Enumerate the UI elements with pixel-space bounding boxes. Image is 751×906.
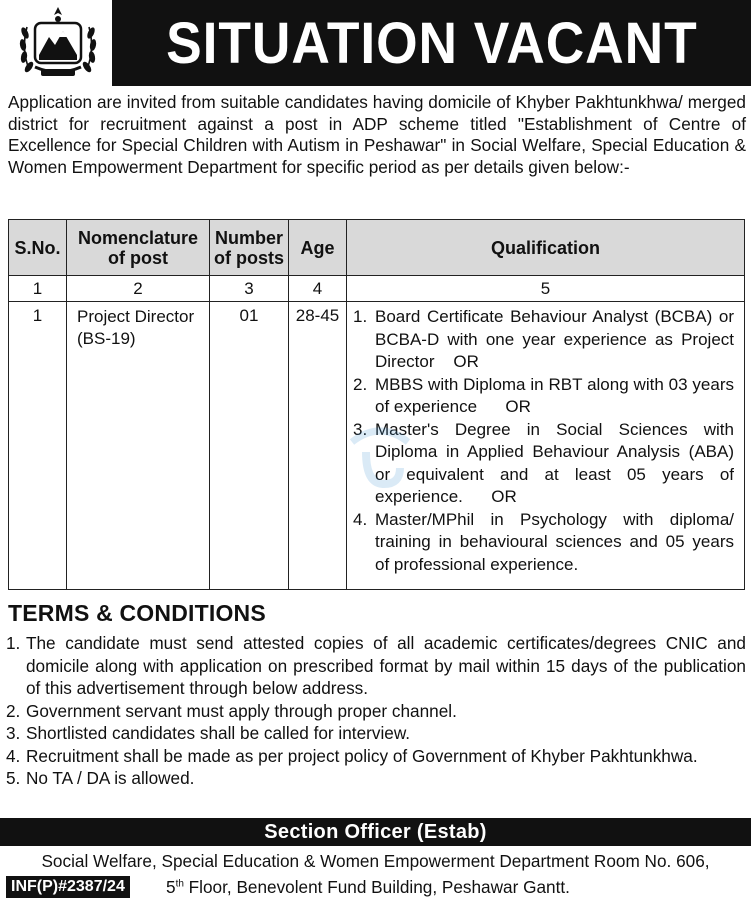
header-nomenclature-line1: Nomenclature <box>77 227 199 248</box>
header-number-of-posts <box>210 220 289 276</box>
address-line-2-row <box>0 874 751 902</box>
header-number-line2: of posts <box>214 247 284 268</box>
terms-number: 5. <box>6 768 21 788</box>
address-line-2-text: Floor, Benevolent Fund Building, Peshawar Gantt. <box>183 877 570 897</box>
terms-text: Shortlisted candidates shall be called for interview. <box>26 723 411 743</box>
row-post-count: 01 <box>210 302 289 590</box>
qualification-or: OR <box>505 397 531 416</box>
qualification-text: Master/MPhil in Psychology with diploma/ training in behavioural sciences and 05 years of professional experience. <box>375 509 734 574</box>
qualification-text: Master's Degree in Social Sciences with Diploma in Applied Behaviour Analysis (ABA) or equivalent and at least 05 years of experience. <box>375 419 734 506</box>
terms-number: 1. <box>6 633 21 653</box>
column-number-row <box>9 276 745 302</box>
header-nomenclature-line2: of post <box>108 247 168 268</box>
header-age: Age <box>289 220 347 276</box>
qualification-number: 2. <box>353 374 368 394</box>
row-age-range: 28-45 <box>289 302 347 590</box>
post-scale: (BS-19) <box>77 329 136 348</box>
header <box>0 0 751 86</box>
terms-text: Government servant must apply through proper channel. <box>26 700 457 721</box>
officer-title: Section Officer (Estab) <box>264 820 487 843</box>
terms-item <box>6 745 746 768</box>
row-sno: 1 <box>9 302 67 590</box>
header-number-line1: Number <box>214 227 283 248</box>
header-nomenclature <box>67 220 210 276</box>
address-line-1: Social Welfare, Special Education & Women Empowerment Department Room No. 606, <box>41 851 710 871</box>
column-number: 4 <box>289 276 347 302</box>
header-sno: S.No. <box>9 220 67 276</box>
post-details-table <box>8 219 745 590</box>
title-banner <box>112 0 751 86</box>
qualification-or: OR <box>491 487 517 506</box>
kp-government-emblem-icon <box>6 2 110 84</box>
terms-item <box>6 632 746 700</box>
terms-item <box>6 700 746 723</box>
terms-heading: TERMS & CONDITIONS <box>8 600 266 626</box>
qualification-number: 1. <box>353 307 368 326</box>
qualification-text: MBBS with Diploma in RBT along with 03 years of experience <box>375 374 734 416</box>
terms-item <box>6 767 746 790</box>
column-number: 1 <box>9 276 67 302</box>
table-header-row <box>9 220 745 276</box>
qualification-item <box>353 509 734 577</box>
footer-officer-bar <box>0 818 751 846</box>
row-post-name <box>67 302 210 590</box>
qualification-number: 4. <box>353 509 368 529</box>
floor-suffix: th <box>175 878 184 890</box>
floor-number: 5 <box>166 877 176 897</box>
terms-text: Recruitment shall be made as per project policy of Government of Khyber Pakhtunkhwa. <box>26 745 698 766</box>
column-number: 2 <box>67 276 210 302</box>
qualification-text: Board Certificate Behaviour Analyst (BCBA) or BCBA-D with one year experience as Project Director <box>375 307 734 371</box>
terms-text: The candidate must send attested copies of all academic certificates/degrees CNIC and domicile along with application on prescribed format by mail within 15 days of the publication of this advertisement through below address. <box>26 633 746 698</box>
qualification-item <box>353 306 734 374</box>
watermark-icon <box>340 412 420 492</box>
column-number: 5 <box>347 276 745 302</box>
terms-text: No TA / DA is allowed. <box>26 768 195 788</box>
qualification-number: 3. <box>353 419 368 439</box>
terms-list <box>6 632 746 790</box>
qualification-or: OR <box>453 352 479 371</box>
terms-item <box>6 722 746 745</box>
inf-code-badge: INF(P)#2387/24 <box>6 876 130 898</box>
intro-paragraph: Application are invited from suitable candidates having domicile of Khyber Pakhtunkhwa/ merged district for recruitment against a post in ADP scheme titled "Establishment of Centre of Excellence for Special Children with Autism in Peshawar" in Social Welfare, Special Education & Women Empowerment Department for specific period as per details given below:- <box>8 92 746 177</box>
header-qualification: Qualification <box>347 220 745 276</box>
column-number: 3 <box>210 276 289 302</box>
terms-number: 3. <box>6 723 21 743</box>
address-line-2 <box>166 876 570 898</box>
page-title: SITUATION VACANT <box>165 10 698 76</box>
post-title: Project Director <box>77 307 195 326</box>
terms-number: 2. <box>6 700 21 721</box>
terms-number: 4. <box>6 745 21 766</box>
